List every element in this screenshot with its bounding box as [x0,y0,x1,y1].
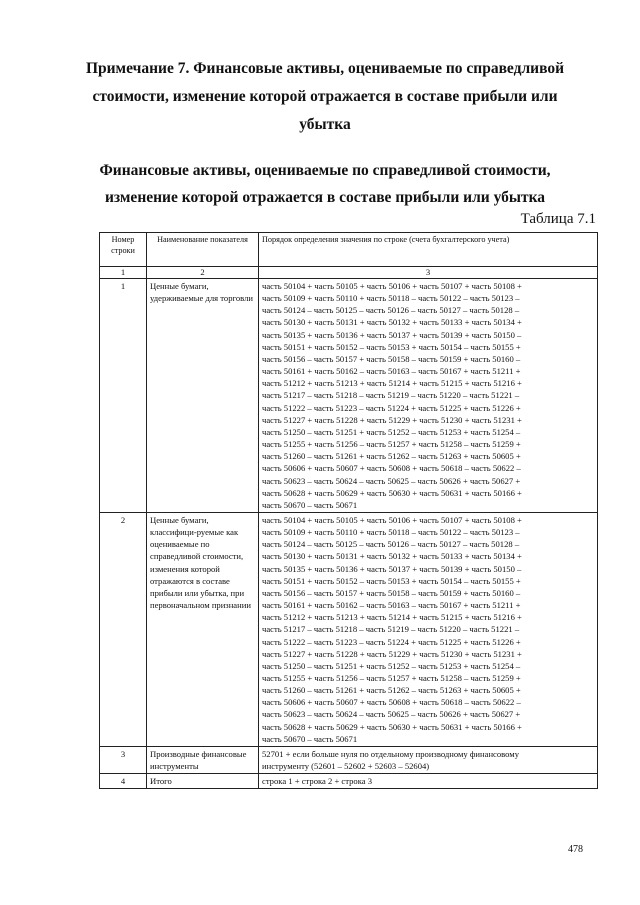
formula-line: часть 50628 + часть 50629 + часть 50630 + часть 50631 + часть 50166 + [262,487,522,498]
row-formula [259,774,598,789]
formula-line: часть 51255 + часть 51256 – часть 51257 + часть 51258 – часть 51259 + [262,439,521,450]
page-number: 478 [568,844,583,855]
formula-line: часть 50124 – часть 50125 – часть 50126 – часть 50127 – часть 50128 – [262,539,520,550]
table-header-row [100,233,598,267]
row-indicator-name: Производные финансовые инструменты [147,746,259,773]
formula-line: часть 50628 + часть 50629 + часть 50630 + часть 50631 + часть 50166 + [262,721,522,732]
table-row [100,746,598,773]
row-formula [259,746,598,773]
formula-line: часть 50104 + часть 50105 + часть 50106 + часть 50107 + часть 50108 + [262,281,522,291]
indicator-table [99,232,598,789]
table-row [100,512,598,746]
row-indicator-name: Итого [147,774,259,789]
formula-line: часть 51250 – часть 51251 + часть 51252 – часть 51253 + часть 51254 – [262,660,521,671]
formula-line: часть 50670 – часть 50671 [262,733,358,744]
header-row-number: Номер строки [100,233,147,267]
formula-line: часть 50130 + часть 50131 + часть 50132 + часть 50133 + часть 50134 + [262,317,522,328]
formula-line: часть 50623 – часть 50624 – часть 50625 – часть 50626 + часть 50627 + [262,709,521,720]
table-label: Таблица 7.1 [520,211,596,227]
formula-line: часть 50161 + часть 50162 – часть 50163 – часть 50167 + часть 51211 + [262,366,521,377]
formula-line: часть 50161 + часть 50162 – часть 50163 – часть 50167 + часть 51211 + [262,600,521,611]
table-row [100,774,598,789]
row-indicator-name: Ценные бумаги, классифици-руемые как оцениваемые по справедливой стоимости, изменения которой отражаются в составе прибыли или убытка, при первоначальном признании [147,512,259,746]
row-number: 2 [100,512,147,746]
formula-line: часть 50151 + часть 50152 – часть 50153 + часть 50154 – часть 50155 + [262,575,521,586]
formula-line: строка 1 + строка 2 + строка 3 [262,776,373,787]
header-indicator-name: Наименование показателя [147,233,259,267]
formula-line: часть 51222 – часть 51223 – часть 51224 + часть 51225 + часть 51226 + [262,636,521,647]
row-number: 1 [100,279,147,513]
formula-line: часть 51260 – часть 51261 + часть 51262 – часть 51263 + часть 50605 + [262,451,521,462]
formula-line: часть 50135 + часть 50136 + часть 50137 + часть 50139 + часть 50150 – [262,329,522,340]
formula-line: часть 51222 – часть 51223 – часть 51224 + часть 51225 + часть 51226 + [262,402,521,413]
formula-line: часть 50670 – часть 50671 [262,499,358,510]
formula-line: часть 51255 + часть 51256 – часть 51257 + часть 51258 – часть 51259 + [262,673,521,683]
table-row [100,279,598,513]
column-number: 2 [147,267,259,279]
formula-line: часть 50606 + часть 50607 + часть 50608 + часть 50618 – часть 50622 – [262,697,521,708]
row-formula [259,512,598,746]
header-calculation-rule: Порядок определения значения по строке (счета бухгалтерского учета) [259,233,598,267]
formula-line: часть 51212 + часть 51213 + часть 51214 + часть 51215 + часть 51216 + [262,612,522,623]
formula-line: часть 50623 – часть 50624 – часть 50625 – часть 50626 + часть 50627 + [262,475,521,486]
formula-line: часть 51212 + часть 51213 + часть 51214 + часть 51215 + часть 51216 + [262,378,522,389]
formula-line: часть 51217 – часть 51218 – часть 51219 – часть 51220 – часть 51221 – [262,390,520,401]
note-title: Примечание 7. Финансовые активы, оцениваемые по справедливой стоимости, изменение которой отражается в составе прибыли или убытка [85,60,565,133]
column-number: 1 [100,267,147,279]
formula-line: часть 50151 + часть 50152 – часть 50153 + часть 50154 – часть 50155 + [262,341,521,352]
table-column-numbers-row [100,267,598,279]
row-formula [259,279,598,513]
formula-line: часть 51250 – часть 51251 + часть 51252 – часть 51253 + часть 51254 – [262,426,521,437]
formula-line: часть 51227 + часть 51228 + часть 51229 + часть 51230 + часть 51231 + [262,648,522,659]
column-number: 3 [259,267,598,279]
formula-line: часть 50156 – часть 50157 + часть 50158 – часть 50159 + часть 50160 – [262,353,521,364]
formula-line: часть 50156 – часть 50157 + часть 50158 – часть 50159 + часть 50160 – [262,587,521,598]
row-indicator-name: Ценные бумаги, удерживаемые для торговли [147,279,259,513]
formula-line: часть 51260 – часть 51261 + часть 51262 – часть 51263 + часть 50605 + [262,685,521,696]
formula-line: часть 50109 + часть 50110 + часть 50118 – часть 50122 – часть 50123 – [262,293,520,304]
formula-line: часть 51217 – часть 51218 – часть 51219 – часть 51220 – часть 51221 – [262,624,520,635]
formula-line: 52701 + если больше нуля по отдельному производному финансовому [262,748,520,759]
formula-line: часть 50606 + часть 50607 + часть 50608 + часть 50618 – часть 50622 – [262,463,521,474]
section-title: Финансовые активы, оцениваемые по справедливой стоимости, изменение которой отражается в составе прибыли или убытка [99,162,551,206]
row-number: 3 [100,746,147,773]
formula-line: инструменту (52601 – 52602 + 52603 – 52604) [262,761,430,772]
formula-line: часть 50130 + часть 50131 + часть 50132 + часть 50133 + часть 50134 + [262,551,522,562]
formula-line: часть 50109 + часть 50110 + часть 50118 – часть 50122 – часть 50123 – [262,527,520,538]
formula-line: часть 50135 + часть 50136 + часть 50137 + часть 50139 + часть 50150 – [262,563,522,574]
formula-line: часть 50104 + часть 50105 + часть 50106 + часть 50107 + часть 50108 + [262,514,522,525]
row-number: 4 [100,774,147,789]
formula-line: часть 51227 + часть 51228 + часть 51229 + часть 51230 + часть 51231 + [262,414,522,425]
formula-line: часть 50124 – часть 50125 – часть 50126 – часть 50127 – часть 50128 – [262,305,520,316]
